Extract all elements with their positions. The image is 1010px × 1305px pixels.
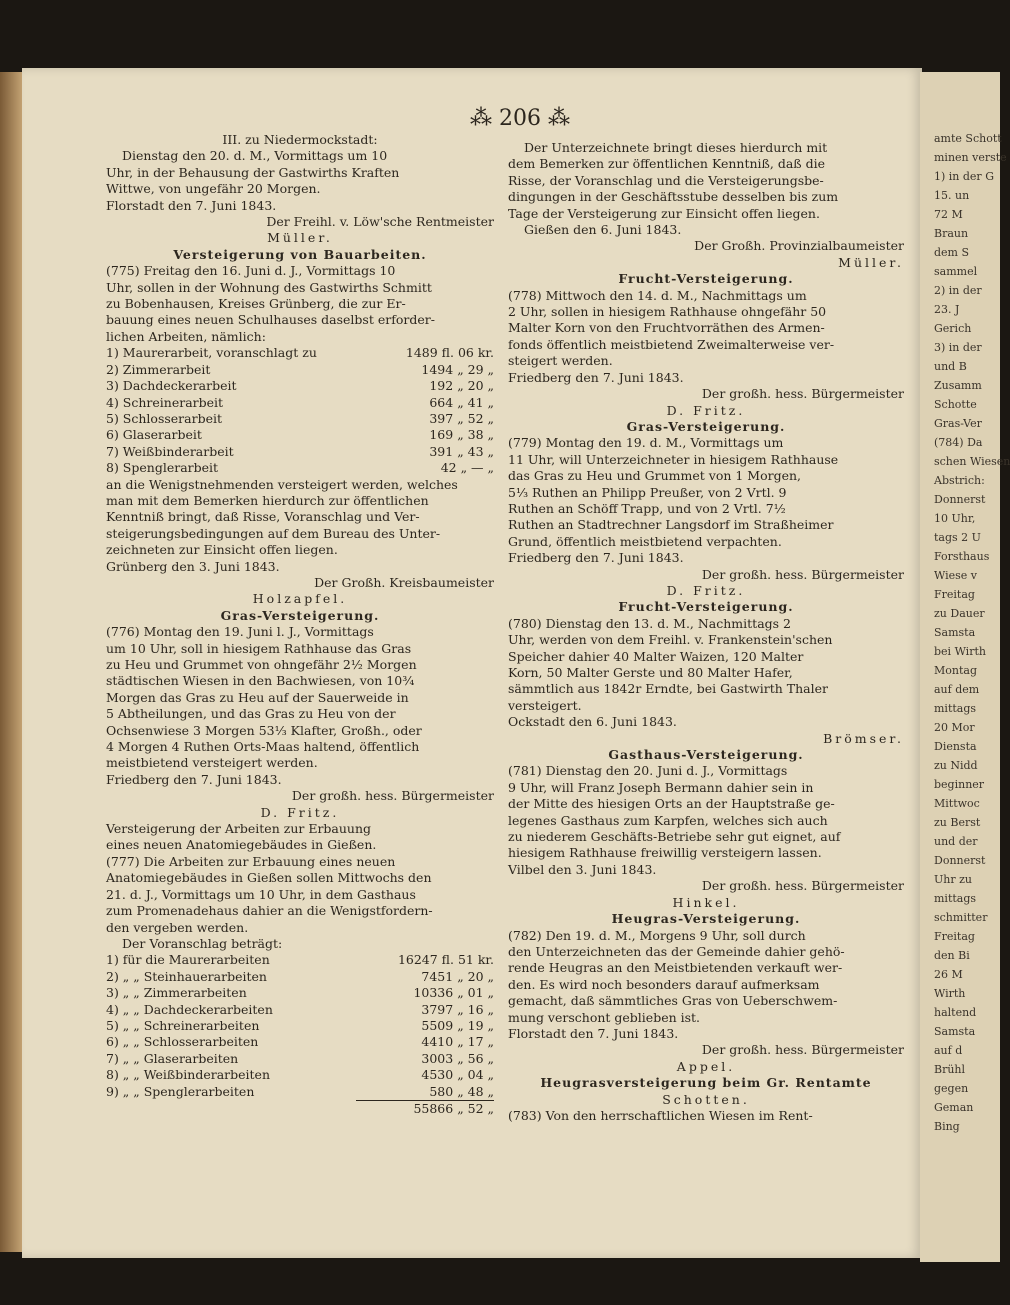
text-line: fonds öffentlich meistbietend Zweimalterweise ver- bbox=[508, 336, 835, 352]
cost-label: 4) „ „ Dachdeckerarbeiten bbox=[106, 1001, 273, 1017]
cost-amount: 169 „ 38 „ bbox=[429, 427, 494, 443]
edge-fragment: Schotte bbox=[934, 398, 977, 411]
cost-row bbox=[106, 362, 494, 378]
text-line: steigerungsbedingungen auf dem Bureau des Unter- bbox=[106, 525, 441, 541]
edge-fragment: schmitter bbox=[934, 911, 988, 924]
text-line: 5⅓ Ruthen an Philipp Preußer, von 2 Vrtl. 9 bbox=[508, 484, 787, 500]
text-line: zum Promenadehaus dahier an die Wenigstfordern- bbox=[106, 903, 433, 919]
cost-amount: 1494 „ 29 „ bbox=[421, 361, 494, 377]
text-line: den vergeben werden. bbox=[106, 919, 249, 935]
cost-amount: 4410 „ 17 „ bbox=[421, 1034, 494, 1050]
edge-fragment: auf dem bbox=[934, 683, 980, 696]
text-line: Risse, der Voranschlag und die Versteigerungsbe- bbox=[508, 172, 824, 188]
text-line: Versteigerung von Bauarbeiten. bbox=[173, 246, 427, 262]
left-column bbox=[106, 132, 494, 1117]
cost-amount: 4530 „ 04 „ bbox=[421, 1067, 494, 1083]
text-line: Grünberg den 3. Juni 1843. bbox=[106, 558, 280, 574]
cost-label: 8) „ „ Weißbinderarbeiten bbox=[106, 1067, 270, 1083]
edge-fragment: 10 Uhr, bbox=[934, 512, 976, 525]
text-line: zu Bobenhausen, Kreises Grünberg, die zur Er- bbox=[106, 296, 406, 312]
text-line: (782) Den 19. d. M., Morgens 9 Uhr, soll durch bbox=[508, 927, 806, 943]
text-line: dem Bemerken zur öffentlichen Kenntniß, daß die bbox=[508, 156, 826, 172]
cost-amount: 1489 fl. 06 kr. bbox=[405, 345, 494, 361]
edge-fragment: tags 2 U bbox=[934, 531, 981, 544]
text-line: Der Unterzeichnete bringt dieses hierdurch mit bbox=[524, 140, 828, 155]
text-line: 4 Morgen 4 Ruthen Orts-Maas haltend, öffentlich bbox=[106, 739, 420, 755]
cost-row bbox=[106, 345, 494, 361]
text-line: dingungen in der Geschäftsstube desselben bis zum bbox=[508, 189, 839, 205]
edge-fragment: zu Nidd bbox=[934, 759, 978, 772]
text-line: bauung eines neuen Schulhauses daselbst erforder- bbox=[106, 312, 435, 328]
cost-row bbox=[106, 460, 494, 476]
text-line: Friedberg den 7. Juni 1843. bbox=[508, 369, 684, 385]
text-line: der Mitte des hiesigen Orts an der Hauptstraße ge- bbox=[508, 796, 835, 812]
text-line: Der Großh. Kreisbaumeister bbox=[314, 574, 494, 590]
text-line: legenes Gasthaus zum Karpfen, welches sich auch bbox=[508, 812, 828, 828]
text-line: Frucht-Versteigerung. bbox=[618, 599, 794, 615]
text-line: gemacht, daß sämmtliches Gras von Ueberschwem- bbox=[508, 993, 838, 1009]
edge-fragment: schen Wiesen bbox=[934, 455, 1010, 468]
text-line: Der großh. hess. Bürgermeister bbox=[701, 878, 904, 894]
edge-fragment: (784) Da bbox=[934, 436, 983, 449]
cost-row bbox=[106, 427, 494, 443]
text-line: Der großh. hess. Bürgermeister bbox=[701, 1042, 904, 1058]
text-line: Friedberg den 7. Juni 1843. bbox=[106, 771, 282, 787]
text-line: Uhr, sollen in der Wohnung des Gastwirths Schmitt bbox=[106, 279, 432, 295]
edge-fragment: minen verste bbox=[934, 151, 1007, 164]
edge-fragment: 2) in der bbox=[934, 284, 982, 297]
text-line: lichen Arbeiten, nämlich: bbox=[106, 328, 266, 344]
text-line: (778) Mittwoch den 14. d. M., Nachmittags um bbox=[508, 287, 807, 303]
cost-label: 4) Schreinerarbeit bbox=[106, 394, 224, 410]
text-line: versteigert. bbox=[508, 697, 582, 713]
edge-fragment: zu Dauer bbox=[934, 607, 985, 620]
edge-fragment: Forsthaus bbox=[934, 550, 990, 563]
edge-fragment: Braun bbox=[934, 227, 969, 240]
cost-row bbox=[106, 1084, 494, 1100]
edge-fragment: Wiese v bbox=[934, 569, 978, 582]
text-line: Friedberg den 7. Juni 1843. bbox=[508, 550, 684, 566]
text-line: Vilbel den 3. Juni 1843. bbox=[508, 861, 657, 877]
edge-fragment: den Bi bbox=[934, 949, 970, 962]
edge-fragment: haltend bbox=[934, 1006, 977, 1019]
text-line: Ochsenwiese 3 Morgen 53⅓ Klafter, Großh., oder bbox=[106, 722, 422, 738]
edge-fragment: Bing bbox=[934, 1120, 960, 1133]
cost-amount: 664 „ 41 „ bbox=[429, 394, 494, 410]
text-line: Versteigerung der Arbeiten zur Erbauung bbox=[106, 821, 372, 837]
text-line: Brömser. bbox=[823, 730, 904, 746]
text-line: Florstadt den 7. Juni 1843. bbox=[106, 197, 277, 213]
cost-amount: 3797 „ 16 „ bbox=[421, 1001, 494, 1017]
text-line: Hinkel. bbox=[672, 894, 740, 910]
cost-label: 7) „ „ Glaserarbeiten bbox=[106, 1050, 239, 1066]
text-line: Speicher dahier 40 Malter Waizen, 120 Malter bbox=[508, 648, 804, 664]
edge-fragment: Zusamm bbox=[934, 379, 982, 392]
right-column bbox=[508, 140, 904, 1124]
cost-row bbox=[106, 1018, 494, 1034]
edge-fragment: und B bbox=[934, 360, 967, 373]
cost-amount: 391 „ 43 „ bbox=[429, 443, 494, 459]
edge-fragment: beginner bbox=[934, 778, 985, 791]
cost-label: 7) Weißbinderarbeit bbox=[106, 443, 234, 459]
text-line: Der großh. hess. Bürgermeister bbox=[701, 566, 904, 582]
edge-fragment: mittags bbox=[934, 892, 977, 905]
text-line: Florstadt den 7. Juni 1843. bbox=[508, 1025, 679, 1041]
edge-fragment: 72 M bbox=[934, 208, 963, 221]
edge-fragment: 15. un bbox=[934, 189, 970, 202]
cost-row bbox=[106, 378, 494, 394]
text-line: man mit dem Bemerken hierdurch zur öffentlichen bbox=[106, 492, 429, 508]
edge-fragment: Wirth bbox=[934, 987, 966, 1000]
edge-fragment: Donnerst bbox=[934, 493, 986, 506]
text-line: Ruthen an Schöff Trapp, und von 2 Vrtl. 7½ bbox=[508, 500, 786, 516]
edge-fragment: Samsta bbox=[934, 626, 976, 639]
text-line: um 10 Uhr, soll in hiesigem Rathhause das Gras bbox=[106, 640, 412, 656]
edge-fragment: Samsta bbox=[934, 1025, 976, 1038]
edge-fragment: Abstrich: bbox=[934, 474, 985, 487]
cost-row bbox=[106, 1051, 494, 1067]
edge-fragment: 23. J bbox=[934, 303, 960, 316]
edge-fragment: Brühl bbox=[934, 1063, 966, 1076]
edge-fragment: gegen bbox=[934, 1082, 969, 1095]
edge-fragment: sammel bbox=[934, 265, 978, 278]
text-line: 11 Uhr, will Unterzeichneter in hiesigem Rathhause bbox=[508, 451, 839, 467]
text-line: Heugrasversteigerung beim Gr. Rentamte bbox=[540, 1075, 872, 1091]
cost-amount: 42 „ — „ bbox=[440, 460, 494, 476]
cost-amount: 16247 fl. 51 kr. bbox=[397, 952, 494, 968]
text-line: Frucht-Versteigerung. bbox=[618, 271, 794, 287]
cost-amount: 7451 „ 20 „ bbox=[421, 968, 494, 984]
edge-fragment: Uhr zu bbox=[934, 873, 972, 886]
text-line: steigert werden. bbox=[508, 353, 613, 369]
cost-label: 5) Schlosserarbeit bbox=[106, 410, 222, 426]
text-line: Heugras-Versteigerung. bbox=[611, 911, 801, 927]
cost-label: 6) „ „ Schlosserarbeiten bbox=[106, 1034, 259, 1050]
text-line: das Gras zu Heu und Grummet von 1 Morgen, bbox=[508, 468, 802, 484]
text-line: meistbietend versteigert werden. bbox=[106, 755, 318, 771]
text-line: an die Wenigstnehmenden versteigert werden, welches bbox=[106, 476, 458, 492]
text-line: Gras-Versteigerung. bbox=[626, 418, 786, 434]
text-line: hiesigem Rathhause freiwillig versteigern lassen. bbox=[508, 845, 822, 861]
page-number: ⁂ 206 ⁂ bbox=[470, 106, 570, 131]
text-line: städtischen Wiesen in den Bachwiesen, von 10¾ bbox=[106, 673, 415, 689]
text-line: D. Fritz. bbox=[666, 402, 746, 418]
text-line: Der Voranschlag beträgt: bbox=[122, 935, 283, 951]
edge-fragment: bei Wirth bbox=[934, 645, 986, 658]
edge-fragment: Gras-Ver bbox=[934, 417, 982, 430]
text-line: Wittwe, von ungefähr 20 Morgen. bbox=[106, 181, 321, 197]
cost-row bbox=[106, 411, 494, 427]
edge-fragment: und der bbox=[934, 835, 978, 848]
cost-label: 2) „ „ Steinhauerarbeiten bbox=[106, 968, 267, 984]
text-line: (777) Die Arbeiten zur Erbauung eines neuen bbox=[106, 853, 396, 869]
cost-amount: 580 „ 48 „ bbox=[429, 1083, 494, 1099]
text-line: Ruthen an Stadtrechner Langsdorf im Straßheimer bbox=[508, 517, 834, 533]
text-line: Ockstadt den 6. Juni 1843. bbox=[508, 714, 677, 730]
facing-page-edge bbox=[920, 72, 1010, 1262]
edge-fragment: 1) in der G bbox=[934, 170, 994, 183]
text-line: Dienstag den 20. d. M., Vormittags um 10 bbox=[122, 148, 388, 164]
text-line: Der Freihl. v. Löw'sche Rentmeister bbox=[266, 214, 494, 230]
text-line: sämmtlich aus 1842r Erndte, bei Gastwirth Thaler bbox=[508, 681, 828, 697]
text-line: (781) Dienstag den 20. Juni d. J., Vormittags bbox=[508, 763, 788, 779]
cost-row bbox=[106, 1002, 494, 1018]
cost-row bbox=[106, 395, 494, 411]
edge-fragment: Freitag bbox=[934, 588, 975, 601]
text-line: mung verschont geblieben ist. bbox=[508, 1009, 701, 1025]
cost-label: 6) Glaserarbeit bbox=[106, 427, 202, 443]
cost-row bbox=[106, 1034, 494, 1050]
text-line: Anatomiegebäudes in Gießen sollen Mittwochs den bbox=[106, 870, 432, 886]
edge-fragment: dem S bbox=[934, 246, 970, 259]
text-line: Uhr, in der Behausung der Gastwirths Kraften bbox=[106, 164, 400, 180]
cost-row bbox=[106, 444, 494, 460]
edge-fragment: auf d bbox=[934, 1044, 963, 1057]
text-line: Gras-Versteigerung. bbox=[220, 607, 380, 623]
cost-label: 2) Zimmerarbeit bbox=[106, 361, 211, 377]
text-line: III. zu Niedermockstadt: bbox=[222, 132, 378, 147]
cost-label: 1) Maurerarbeit, voranschlagt zu bbox=[106, 345, 317, 361]
text-line: (779) Montag den 19. d. M., Vormittags um bbox=[508, 435, 784, 451]
edge-fragment: 3) in der bbox=[934, 341, 982, 354]
text-line: (775) Freitag den 16. Juni d. J., Vormittags 10 bbox=[106, 263, 396, 279]
text-line: Grund, öffentlich meistbietend verpachten. bbox=[508, 533, 782, 549]
text-line: D. Fritz. bbox=[666, 582, 746, 598]
text-line: 5 Abtheilungen, und das Gras zu Heu von der bbox=[106, 706, 396, 722]
text-line: zeichneten zur Einsicht offen liegen. bbox=[106, 542, 338, 558]
edge-fragment: amte Schott bbox=[934, 132, 1002, 145]
edge-fragment: Montag bbox=[934, 664, 977, 677]
text-line: Appel. bbox=[676, 1058, 736, 1074]
text-line: Der großh. hess. Bürgermeister bbox=[701, 386, 904, 402]
text-line: Uhr, werden von dem Freihl. v. Frankenstein'schen bbox=[508, 632, 833, 648]
edge-fragment: 20 Mor bbox=[934, 721, 975, 734]
cost-amount: 10336 „ 01 „ bbox=[413, 985, 494, 1001]
cost-amount: 397 „ 52 „ bbox=[429, 410, 494, 426]
text-line: (783) Von den herrschaftlichen Wiesen im Rent- bbox=[508, 1107, 813, 1123]
text-line: eines neuen Anatomiegebäudes in Gießen. bbox=[106, 837, 377, 853]
text-line: zu Heu und Grummet von ohngefähr 2½ Morgen bbox=[106, 657, 417, 672]
text-line: den Unterzeichneten das der Gemeinde dahier gehö- bbox=[508, 943, 845, 959]
edge-fragment: mittags bbox=[934, 702, 977, 715]
cost-label: 1) für die Maurerarbeiten bbox=[106, 952, 270, 968]
text-line: Gasthaus-Versteigerung. bbox=[608, 747, 804, 763]
cost-amount: 3003 „ 56 „ bbox=[421, 1050, 494, 1066]
text-line: Der Großh. Provinzialbaumeister bbox=[694, 238, 904, 254]
text-line: rende Heugras an den Meistbietenden verkauft wer- bbox=[508, 960, 843, 976]
edge-fragment: Freitag bbox=[934, 930, 975, 943]
text-line: Morgen das Gras zu Heu auf der Sauerweide in bbox=[106, 689, 409, 705]
page-number-value: 206 bbox=[499, 106, 541, 131]
cost-row bbox=[106, 952, 494, 968]
text-line: Kenntniß bringt, daß Risse, Voranschlag und Ver- bbox=[106, 509, 420, 525]
cost-row bbox=[106, 969, 494, 985]
cost-row bbox=[106, 1067, 494, 1083]
text-line: Gießen den 6. Juni 1843. bbox=[524, 222, 682, 238]
text-line: Tage der Versteigerung zur Einsicht offen liegen. bbox=[508, 205, 820, 221]
cost-row bbox=[106, 985, 494, 1001]
text-line: Schotten. bbox=[662, 1091, 750, 1107]
text-line: D. Fritz. bbox=[260, 804, 340, 820]
edge-fragment: zu Berst bbox=[934, 816, 981, 829]
text-line: Der großh. hess. Bürgermeister bbox=[291, 788, 494, 804]
text-line: Holzapfel. bbox=[252, 591, 348, 607]
text-line: Korn, 50 Malter Gerste und 80 Malter Hafer, bbox=[508, 665, 793, 680]
cost-label: 5) „ „ Schreinerarbeiten bbox=[106, 1017, 260, 1033]
text-line: zu niederem Geschäfts-Betriebe sehr gut eignet, auf bbox=[508, 829, 841, 845]
text-line: den. Es wird noch besonders darauf aufmerksam bbox=[508, 976, 820, 992]
cost-label: 3) „ „ Zimmerarbeiten bbox=[106, 985, 247, 1001]
text-line: Malter Korn von den Fruchtvorräthen des Armen- bbox=[508, 320, 825, 336]
edge-fragment: Diensta bbox=[934, 740, 977, 753]
text-line: (776) Montag den 19. Juni l. J., Vormittags bbox=[106, 624, 374, 640]
cost-amount: 192 „ 20 „ bbox=[429, 378, 494, 394]
cost-amount: 5509 „ 19 „ bbox=[421, 1017, 494, 1033]
edge-fragment: Mittwoc bbox=[934, 797, 980, 810]
edge-fragment: 26 M bbox=[934, 968, 963, 981]
text-line: Müller. bbox=[267, 230, 333, 246]
text-line: (780) Dienstag den 13. d. M., Nachmittags 2 bbox=[508, 615, 791, 631]
edge-fragment: Donnerst bbox=[934, 854, 986, 867]
text-line: 21. d. J., Vormittags um 10 Uhr, in dem Gasthaus bbox=[106, 886, 416, 902]
edge-fragment: Geman bbox=[934, 1101, 974, 1114]
cost-label: 9) „ „ Spenglerarbeiten bbox=[106, 1083, 255, 1099]
cost-label: 8) Spenglerarbeit bbox=[106, 460, 219, 476]
cost-label: 3) Dachdeckerarbeit bbox=[106, 378, 237, 394]
edge-fragment: Gerich bbox=[934, 322, 972, 335]
text-line: 2 Uhr, sollen in hiesigem Rathhause ohngefähr 50 bbox=[508, 304, 827, 320]
text-line: 9 Uhr, will Franz Joseph Bermann dahier sein in bbox=[508, 779, 814, 795]
text-line: Müller. bbox=[838, 254, 904, 270]
total-sum: 55866 „ 52 „ bbox=[356, 1100, 494, 1117]
